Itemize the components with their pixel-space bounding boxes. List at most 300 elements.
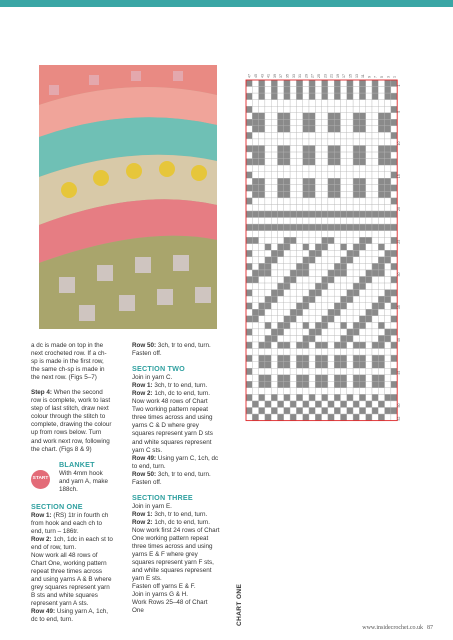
chart-cell — [372, 80, 378, 87]
chart-cell — [290, 178, 296, 185]
chart-cell — [378, 322, 384, 329]
chart-cell — [378, 283, 384, 290]
chart-cell — [265, 309, 271, 316]
chart-cell — [296, 335, 302, 342]
chart-cell — [372, 394, 378, 401]
chart-cell — [309, 303, 315, 310]
chart-cell — [296, 414, 302, 421]
chart-cell — [309, 322, 315, 329]
chart-cell — [278, 335, 284, 342]
chart-cell — [246, 152, 252, 159]
chart-cell — [303, 165, 309, 172]
chart-row-label: 50 — [397, 403, 402, 408]
chart-cell — [353, 368, 359, 375]
chart-cell — [290, 322, 296, 329]
chart-cell — [322, 172, 328, 179]
chart-cell — [278, 303, 284, 310]
chart-cell — [353, 309, 359, 316]
chart-column-label: 33 — [291, 74, 296, 78]
chart-cell — [378, 388, 384, 395]
s1-row49-label: Row 49: — [31, 608, 56, 616]
chart-cell — [303, 408, 309, 415]
chart-cell — [271, 191, 277, 198]
chart-cell — [271, 290, 277, 297]
chart-cell — [359, 224, 365, 231]
chart-cell — [265, 119, 271, 126]
chart-column-label: 27 — [310, 74, 315, 78]
chart-cell — [359, 244, 365, 251]
chart-cell — [372, 322, 378, 329]
chart-cell — [328, 191, 334, 198]
chart-cell — [284, 270, 290, 277]
chart-cell — [309, 329, 315, 336]
chart-cell — [265, 165, 271, 172]
s1-row49-text: Using yarn A, 1ch, dc to end, turn. — [31, 608, 109, 624]
chart-cell — [265, 381, 271, 388]
chart-cell — [265, 277, 271, 284]
chart-cell — [372, 139, 378, 146]
chart-cell — [246, 178, 252, 185]
s3-row2-text: 1ch, dc to end, turn. — [152, 518, 211, 526]
chart-cell — [353, 204, 359, 211]
chart-cell — [334, 159, 340, 166]
chart-cell — [372, 355, 378, 362]
chart-cell — [309, 316, 315, 323]
chart-cell — [309, 224, 315, 231]
chart-cell — [372, 309, 378, 316]
chart-cell — [322, 139, 328, 146]
chart-cell — [309, 355, 315, 362]
s2-row49 — [132, 455, 220, 471]
chart-cell — [347, 113, 353, 120]
chart-cell — [271, 87, 277, 94]
chart-cell — [334, 231, 340, 238]
chart-cell — [252, 211, 258, 218]
chart-cell — [347, 185, 353, 192]
chart-cell — [278, 93, 284, 100]
chart-cell — [341, 211, 347, 218]
chart-column-label: 25 — [317, 74, 322, 78]
chart-cell — [259, 375, 265, 382]
chart-cell — [385, 132, 391, 139]
chart-cell — [322, 342, 328, 349]
chart-cell — [353, 290, 359, 297]
chart-cell — [328, 329, 334, 336]
chart-cell — [259, 296, 265, 303]
chart-cell — [296, 159, 302, 166]
chart-cell — [347, 126, 353, 133]
chart-cell — [359, 375, 365, 382]
chart-cell — [366, 113, 372, 120]
chart-cell — [271, 349, 277, 356]
chart-cell — [315, 270, 321, 277]
chart-cell — [341, 172, 347, 179]
chart-cell — [252, 172, 258, 179]
chart-cell — [347, 362, 353, 369]
chart-cell — [315, 303, 321, 310]
chart-cell — [265, 316, 271, 323]
chart-cell — [303, 277, 309, 284]
chart-cell — [328, 375, 334, 382]
chart-cell — [353, 146, 359, 153]
chart-cell — [341, 87, 347, 94]
chart-cell — [322, 100, 328, 107]
chart-cell — [385, 283, 391, 290]
s1-row1 — [31, 512, 113, 536]
chart-cell — [252, 119, 258, 126]
chart-cell — [378, 244, 384, 251]
chart-cell — [290, 257, 296, 264]
chart-cell — [284, 80, 290, 87]
chart-cell — [315, 362, 321, 369]
chart-cell — [366, 362, 372, 369]
chart-cell — [347, 277, 353, 284]
chart-cell — [328, 224, 334, 231]
chart-cell — [246, 172, 252, 179]
chart-cell — [303, 283, 309, 290]
chart-cell — [290, 237, 296, 244]
chart-cell — [290, 414, 296, 421]
chart-cell — [315, 93, 321, 100]
chart-cell — [309, 185, 315, 192]
chart-cell — [309, 408, 315, 415]
chart-cell — [290, 342, 296, 349]
chart-cell — [366, 198, 372, 205]
chart-cell — [303, 126, 309, 133]
chart-cell — [322, 87, 328, 94]
chart-cell — [391, 283, 397, 290]
chart-cell — [271, 139, 277, 146]
chart-cell — [385, 388, 391, 395]
chart-cell — [359, 283, 365, 290]
chart-cell — [353, 231, 359, 238]
chart-cell — [359, 362, 365, 369]
chart-cell — [284, 401, 290, 408]
chart-cell — [341, 375, 347, 382]
s3-row1-text: 3ch, tr to end, turn. — [152, 510, 208, 518]
chart-cell — [315, 231, 321, 238]
chart-cell — [347, 100, 353, 107]
chart-cell — [290, 126, 296, 133]
chart-cell — [265, 113, 271, 120]
chart-cell — [322, 290, 328, 297]
chart-cell — [309, 231, 315, 238]
blanket-heading: BLANKET — [59, 459, 95, 469]
chart-cell — [353, 165, 359, 172]
chart-cell — [284, 250, 290, 257]
chart-cell — [252, 303, 258, 310]
chart-cell — [303, 132, 309, 139]
chart-cell — [372, 204, 378, 211]
chart-cell — [372, 119, 378, 126]
chart-cell — [341, 309, 347, 316]
chart-cell — [303, 316, 309, 323]
chart-cell — [284, 257, 290, 264]
chart-cell — [265, 263, 271, 270]
chart-cell — [334, 218, 340, 225]
s3-join: Join in yarn E. — [132, 502, 172, 510]
chart-cell — [378, 132, 384, 139]
chart-cell — [315, 277, 321, 284]
chart-cell — [290, 106, 296, 113]
chart-cell — [359, 113, 365, 120]
chart-cell — [372, 231, 378, 238]
chart-cell — [296, 368, 302, 375]
chart-cell — [278, 224, 284, 231]
chart-cell — [366, 80, 372, 87]
s2-join: Join in yarn C. — [132, 374, 173, 382]
chart-cell — [303, 414, 309, 421]
chart-cell — [347, 283, 353, 290]
chart-cell — [322, 408, 328, 415]
chart-cell — [271, 296, 277, 303]
chart-cell — [259, 401, 265, 408]
chart-cell — [341, 218, 347, 225]
chart-cell — [303, 394, 309, 401]
chart-cell — [322, 362, 328, 369]
chart-cell — [315, 296, 321, 303]
chart-cell — [378, 408, 384, 415]
chart-cell — [309, 257, 315, 264]
chart-cell — [265, 106, 271, 113]
chart-cell — [296, 303, 302, 310]
chart-cell — [378, 375, 384, 382]
chart-cell — [353, 296, 359, 303]
chart-cell — [265, 126, 271, 133]
row50a — [132, 342, 220, 358]
chart-cell — [303, 303, 309, 310]
chart-cell — [334, 335, 340, 342]
chart-cell — [290, 388, 296, 395]
chart-cell — [265, 146, 271, 153]
chart-cell — [303, 218, 309, 225]
chart-cell — [259, 270, 265, 277]
chart-cell — [353, 270, 359, 277]
chart-cell — [385, 290, 391, 297]
chart-cell — [246, 237, 252, 244]
chart-cell — [278, 296, 284, 303]
chart-cell — [334, 237, 340, 244]
chart-cell — [341, 381, 347, 388]
chart-cell — [252, 106, 258, 113]
chart-cell — [284, 113, 290, 120]
chart-cell — [303, 178, 309, 185]
chart-cell — [278, 106, 284, 113]
chart-cell — [246, 204, 252, 211]
chart-cell — [309, 375, 315, 382]
chart-cell — [252, 126, 258, 133]
chart-cell — [378, 381, 384, 388]
chart-cell — [315, 119, 321, 126]
chart-cell — [303, 368, 309, 375]
chart-cell — [315, 113, 321, 120]
chart-cell — [309, 178, 315, 185]
chart-cell — [246, 224, 252, 231]
chart-cell — [372, 244, 378, 251]
chart-cell — [296, 231, 302, 238]
chart-cell — [353, 218, 359, 225]
chart-cell — [278, 277, 284, 284]
chart-cell — [347, 250, 353, 257]
s1-row2-label: Row 2: — [31, 535, 52, 543]
chart-cell — [334, 368, 340, 375]
chart-cell — [328, 394, 334, 401]
chart-cell — [315, 309, 321, 316]
chart-cell — [322, 263, 328, 270]
s2-row1-label: Row 1: — [132, 382, 153, 390]
chart-cell — [303, 224, 309, 231]
chart-cell — [309, 191, 315, 198]
chart-cell — [290, 355, 296, 362]
chart-cell — [246, 329, 252, 336]
chart-cell — [334, 329, 340, 336]
chart-cell — [334, 87, 340, 94]
chart-cell — [296, 283, 302, 290]
chart-cell — [265, 388, 271, 395]
chart-cell — [265, 408, 271, 415]
chart-cell — [290, 263, 296, 270]
chart-cell — [303, 257, 309, 264]
chart-cell — [309, 119, 315, 126]
chart-cell — [259, 80, 265, 87]
chart-cell — [359, 119, 365, 126]
chart-cell — [265, 303, 271, 310]
chart-cell — [366, 165, 372, 172]
chart-cell — [271, 270, 277, 277]
chart-cell — [347, 257, 353, 264]
chart-cell — [290, 270, 296, 277]
chart-cell — [296, 277, 302, 284]
chart-cell — [359, 290, 365, 297]
chart-cell — [278, 322, 284, 329]
chart-cell — [271, 204, 277, 211]
chart-column-label: 7 — [373, 76, 378, 78]
chart-cell — [359, 106, 365, 113]
chart-cell — [328, 257, 334, 264]
chart-cell — [309, 106, 315, 113]
chart-cell — [385, 316, 391, 323]
s3-row2-label: Row 2: — [132, 518, 153, 526]
chart-cell — [315, 257, 321, 264]
chart-cell — [359, 198, 365, 205]
chart-cell — [347, 414, 353, 421]
chart-column-label: 5 — [380, 76, 385, 78]
chart-cell — [378, 349, 384, 356]
chart-cell — [359, 87, 365, 94]
row50a-text: 3ch, tr to end, turn. Fasten off. — [132, 342, 211, 358]
chart-cell — [322, 165, 328, 172]
chart-cell — [265, 335, 271, 342]
chart-cell — [296, 381, 302, 388]
chart-cell — [347, 329, 353, 336]
chart-cell — [284, 126, 290, 133]
chart-cell — [265, 139, 271, 146]
chart-cell — [378, 303, 384, 310]
chart-cell — [271, 335, 277, 342]
chart-cell — [259, 178, 265, 185]
chart-cell — [252, 329, 258, 336]
chart-cell — [271, 329, 277, 336]
chart-cell — [347, 132, 353, 139]
chart-cell — [366, 159, 372, 166]
chart-cell — [259, 211, 265, 218]
chart-cell — [385, 218, 391, 225]
chart-row-label: 20 — [397, 207, 402, 211]
chart-cell — [391, 257, 397, 264]
chart-cell — [353, 414, 359, 421]
chart-cell — [385, 152, 391, 159]
chart-cell — [391, 132, 397, 139]
chart-cell — [315, 224, 321, 231]
chart-cell — [290, 381, 296, 388]
chart-cell — [284, 316, 290, 323]
chart-cell — [309, 126, 315, 133]
page-number: 87 — [427, 625, 433, 631]
chart-cell — [252, 257, 258, 264]
chart-cell — [328, 132, 334, 139]
chart-cell — [259, 335, 265, 342]
chart-cell — [366, 100, 372, 107]
chart-cell — [265, 178, 271, 185]
chart-cell — [259, 224, 265, 231]
chart-cell — [290, 185, 296, 192]
chart-cell — [315, 322, 321, 329]
chart-cell — [278, 198, 284, 205]
chart-cell — [252, 283, 258, 290]
chart-one — [241, 58, 411, 630]
chart-cell — [359, 211, 365, 218]
chart-cell — [271, 394, 277, 401]
s2-row2-label: Row 2: — [132, 390, 153, 398]
chart-cell — [353, 152, 359, 159]
chart-cell — [315, 204, 321, 211]
chart-cell — [385, 93, 391, 100]
chart-cell — [303, 270, 309, 277]
chart-cell — [359, 126, 365, 133]
chart-cell — [278, 257, 284, 264]
chart-cell — [328, 362, 334, 369]
chart-cell — [391, 362, 397, 369]
chart-cell — [341, 100, 347, 107]
chart-cell — [391, 250, 397, 257]
chart-cell — [347, 146, 353, 153]
chart-cell — [284, 152, 290, 159]
chart-cell — [252, 401, 258, 408]
chart-cell — [309, 342, 315, 349]
chart-cell — [271, 165, 277, 172]
chart-cell — [372, 329, 378, 336]
chart-cell — [378, 218, 384, 225]
chart-cell — [334, 139, 340, 146]
chart-cell — [271, 388, 277, 395]
blanket-instructions: With 4mm hook and yarn A, make 188ch. — [59, 469, 109, 493]
chart-cell — [252, 93, 258, 100]
chart-cell — [278, 165, 284, 172]
chart-cell — [290, 165, 296, 172]
chart-cell — [378, 290, 384, 297]
chart-cell — [315, 368, 321, 375]
chart-cell — [385, 375, 391, 382]
chart-cell — [303, 152, 309, 159]
chart-cell — [284, 244, 290, 251]
chart-cell — [265, 237, 271, 244]
chart-cell — [322, 218, 328, 225]
chart-cell — [284, 335, 290, 342]
chart-cell — [378, 270, 384, 277]
chart-cell — [315, 237, 321, 244]
chart-cell — [341, 368, 347, 375]
chart-cell — [284, 178, 290, 185]
